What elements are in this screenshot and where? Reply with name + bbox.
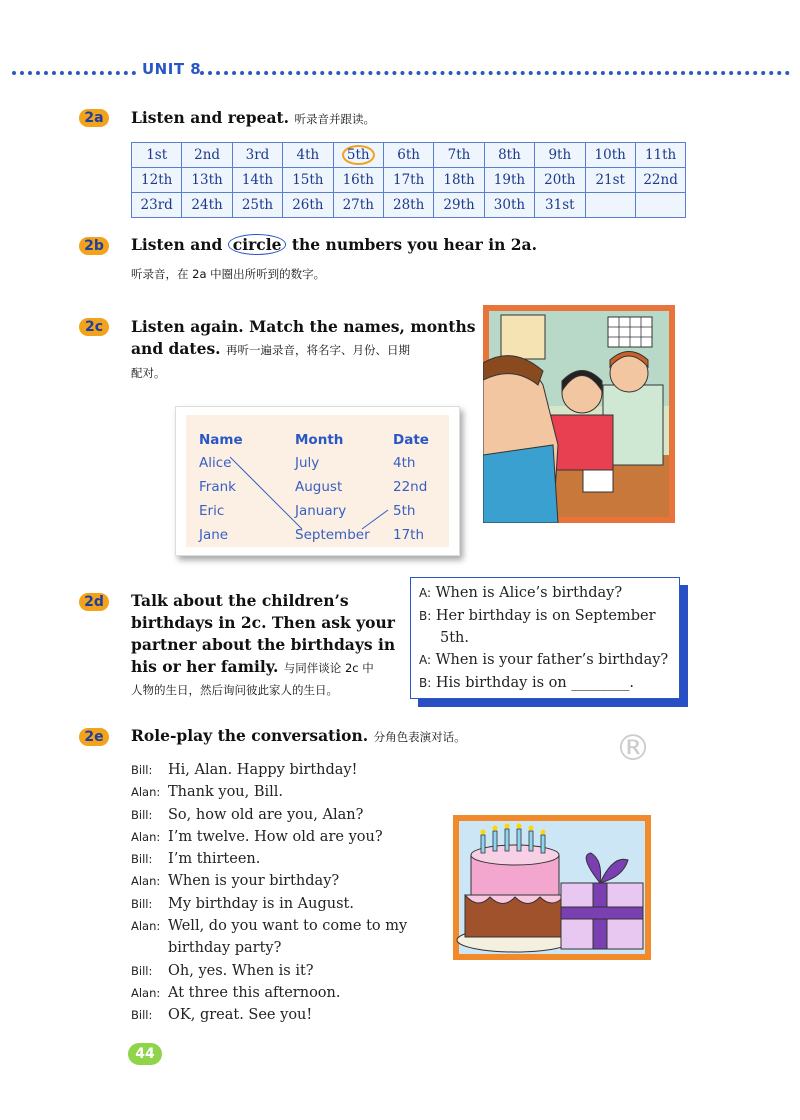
instruction-2b-cn: 听录音，在 2a 中圈出所听到的数字。: [131, 267, 326, 281]
badge-2e: 2e: [79, 728, 109, 746]
ordinal-cell: 25th: [232, 193, 282, 218]
speaker-label: Bill:: [131, 852, 153, 867]
ordinal-cell: 31st: [535, 193, 585, 218]
conv-line: A: When is Alice’s birthday?: [419, 585, 623, 601]
dialog-text: Thank you, Bill.: [168, 784, 284, 801]
ordinal-cell: 19th: [484, 168, 534, 193]
date-cell: 5th: [393, 503, 416, 519]
table-row: [132, 143, 686, 168]
ordinal-cell: 6th: [383, 143, 433, 168]
title-2c-line3: 配对。: [131, 366, 166, 380]
badge-2b: 2b: [79, 237, 109, 255]
dialog-text: I’m thirteen.: [168, 851, 261, 868]
title-2d-line4: his or her family. 与同伴谈论 2c 中: [131, 657, 374, 676]
ordinal-cell: 29th: [434, 193, 484, 218]
ordinal-cell: [333, 143, 383, 168]
title-2c-line1: Listen again. Match the names, months: [131, 317, 476, 336]
dialog-text: At three this afternoon.: [168, 984, 341, 1001]
ordinal-cell: 1st: [132, 143, 182, 168]
title-2c-line2: and dates. 再听一遍录音，将名字、月份、日期: [131, 339, 410, 358]
circled-ordinal: 5th: [342, 145, 375, 165]
header-month: Month: [295, 432, 344, 448]
ordinal-cell: 10th: [585, 143, 635, 168]
speaker-label: Alan:: [131, 829, 161, 844]
conv-line: A: When is your father’s birthday?: [419, 652, 669, 668]
ordinal-cell: 24th: [182, 193, 232, 218]
ordinal-cell: 14th: [232, 168, 282, 193]
speaker-label: Bill:: [131, 896, 153, 911]
ordinal-cell: 13th: [182, 168, 232, 193]
title-2b: Listen and circle the numbers you hear in 2a.: [131, 235, 537, 254]
badge-2d: 2d: [79, 593, 109, 611]
ordinal-cell: [635, 193, 685, 218]
dialog-text: OK, great. See you!: [168, 1007, 313, 1024]
ordinal-cell: 21st: [585, 168, 635, 193]
month-cell: August: [295, 479, 343, 495]
match-card: [175, 406, 460, 556]
conv-line: 5th.: [440, 630, 469, 646]
name-cell: Eric: [199, 503, 225, 519]
ordinal-cell: [585, 193, 635, 218]
header-dots-right: [200, 71, 790, 75]
speaker-label: Alan:: [131, 985, 161, 1000]
title-2d-line5: 人物的生日，然后询问彼此家人的生日。: [131, 683, 338, 697]
ordinal-cell: 12th: [132, 168, 182, 193]
ordinal-cell: 4th: [283, 143, 333, 168]
ordinal-cell: 20th: [535, 168, 585, 193]
header-dots-left: [12, 71, 136, 75]
speaker-label: Alan:: [131, 919, 161, 934]
dialog-text: When is your birthday?: [168, 873, 340, 890]
birthday-cake-illustration: [453, 815, 651, 960]
dialog-text: Hi, Alan. Happy birthday!: [168, 762, 358, 778]
title-2d-line1: Talk about the children’s: [131, 591, 349, 610]
ordinal-cell: 15th: [283, 168, 333, 193]
dialog-text: My birthday is in August.: [168, 895, 354, 912]
month-cell: July: [295, 455, 320, 471]
speaker-label: Bill:: [131, 763, 153, 777]
header-date: Date: [393, 432, 429, 448]
dialog-text: Oh, yes. When is it?: [168, 962, 314, 979]
circle-word: circle: [228, 234, 287, 255]
title-2e: Role-play the conversation. 分角色表演对话。: [131, 726, 466, 745]
month-cell: September: [295, 527, 370, 543]
table-row: [132, 193, 686, 218]
speaker-label: Bill:: [131, 963, 153, 978]
ordinal-cell: 9th: [535, 143, 585, 168]
name-cell: Alice: [199, 455, 232, 471]
header-name: Name: [199, 432, 243, 448]
ordinal-cell: 18th: [434, 168, 484, 193]
ordinal-cell: 30th: [484, 193, 534, 218]
ordinal-cell: 23rd: [132, 193, 182, 218]
dialog-text: Well, do you want to come to my: [168, 918, 408, 935]
dialog-text: I’m twelve. How old are you?: [168, 828, 383, 845]
date-cell: 4th: [393, 455, 416, 471]
date-cell: 17th: [393, 527, 425, 543]
sample-conversation-box: [410, 577, 680, 699]
title-2d-line3: partner about the birthdays in: [131, 635, 396, 654]
ordinal-cell: 22nd: [635, 168, 685, 193]
speaker-label: Alan:: [131, 785, 161, 800]
name-cell: Frank: [199, 479, 236, 495]
dialog-text: So, how old are you, Alan?: [168, 806, 364, 823]
conv-line: B: His birthday is on ________.: [419, 675, 634, 691]
ordinal-cell: 2nd: [182, 143, 232, 168]
ordinal-cell: 17th: [383, 168, 433, 193]
ordinal-cell: 7th: [434, 143, 484, 168]
name-cell: Jane: [199, 527, 229, 543]
conv-line: B: Her birthday is on September: [419, 608, 656, 624]
unit-label: UNIT 8: [142, 60, 202, 78]
ordinal-cell: 28th: [383, 193, 433, 218]
title-2d-line2: birthdays in 2c. Then ask your: [131, 613, 395, 632]
ordinal-table: [131, 142, 686, 218]
watermark: ®: [615, 728, 651, 769]
badge-2a: 2a: [79, 109, 109, 127]
ordinal-cell: 8th: [484, 143, 534, 168]
ordinal-cell: 26th: [283, 193, 333, 218]
speaker-label: Bill:: [131, 1008, 153, 1023]
badge-2c: 2c: [79, 318, 109, 336]
ordinal-cell: 3rd: [232, 143, 282, 168]
month-cell: January: [295, 503, 347, 519]
speaker-label: Bill:: [131, 807, 153, 822]
ordinal-cell: 16th: [333, 168, 383, 193]
ordinal-cell: 11th: [635, 143, 685, 168]
ordinal-cell: 27th: [333, 193, 383, 218]
dialog-text: birthday party?: [168, 940, 282, 957]
speaker-label: Alan:: [131, 874, 161, 889]
classroom-illustration: [483, 305, 675, 523]
page-number: 44: [128, 1043, 162, 1065]
title-2a: Listen and repeat. 听录音并跟读。: [131, 108, 375, 127]
table-row: [132, 168, 686, 193]
date-cell: 22nd: [393, 479, 428, 495]
